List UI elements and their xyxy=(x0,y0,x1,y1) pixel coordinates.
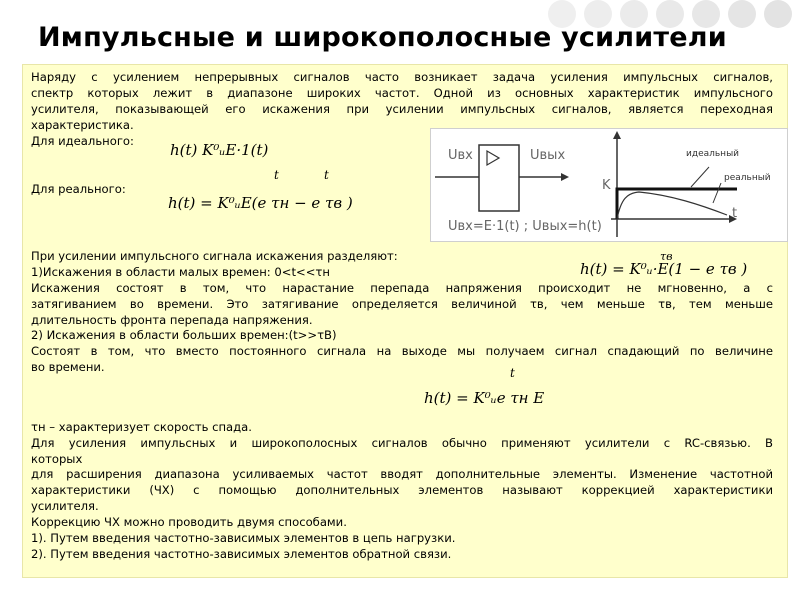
small-time-exp: τв xyxy=(660,250,673,263)
item1-title: 1)Искажения в области малых времен: 0<t<<τн xyxy=(31,265,330,279)
rc-line: которых xyxy=(31,452,83,466)
y-axis-arrow-icon xyxy=(613,131,621,139)
real-curve xyxy=(617,192,727,219)
item1-line: Искажения состоят в том, что нарастание перепада напряжения происходит не мгновенно, а с xyxy=(31,281,773,295)
real-formula: h(t) = K⁰ᵤE(e τн − e τв ) xyxy=(168,194,353,212)
real-pointer xyxy=(713,183,721,203)
real-label: Для реального: xyxy=(31,182,126,196)
item1-line: длительность фронта перепада напряжения. xyxy=(31,313,313,327)
item2-title: 2) Искажения в области больших времен:(t>>τB) xyxy=(31,328,337,342)
large-time-formula: h(t) = K⁰ᵤe τн E xyxy=(424,389,545,407)
rc-line: Для усиления импульсных и широкополосных сигналов обычно применяют усилители с RC-связью. В xyxy=(31,436,773,450)
rc-line: для расширения диапазона усиливаемых частот вводят дополнительные элементы. Изменение частотной xyxy=(31,467,773,481)
u-out-label: Uвых xyxy=(530,148,566,163)
intro-line: спектр которых лежит в диапазоне широких частот. Одной из основных характеристик импульсного xyxy=(31,86,773,100)
t-label: t xyxy=(732,206,738,221)
ideal-curve xyxy=(617,189,737,219)
rc-line: 2). Путем введения частотно-зависимых элементов обратной связи. xyxy=(31,547,452,561)
tn-line: τн – характеризует скорость спада. xyxy=(31,420,252,434)
slide-title: Импульсные и широкополосные усилители xyxy=(38,22,727,53)
large-time-exp: t xyxy=(510,366,515,380)
dot-decoration xyxy=(728,0,756,28)
rc-line: Коррекцию ЧХ можно проводить двумя способами. xyxy=(31,515,347,529)
intro-line: Наряду с усилением непрерывных сигналов часто возникает задача усиления импульсных сигналов, xyxy=(31,70,773,84)
k-label: K xyxy=(602,178,611,193)
rc-line: усилителя. xyxy=(31,499,99,513)
distortions-intro: При усилении импульсного сигнала искажения разделяют: xyxy=(31,249,398,263)
rc-line: характеристики (ЧХ) с помощью дополнительных элементов называют коррекцией характеристики xyxy=(31,483,773,497)
real-formula-exp2: t xyxy=(324,168,329,182)
real-formula-exp1: t xyxy=(274,168,279,182)
u-in-label: Uвх xyxy=(448,148,473,163)
output-arrow-icon xyxy=(561,173,569,181)
ideal-formula: h(t) K⁰ᵤE·1(t) xyxy=(170,141,269,159)
ideal-label: Для идеального: xyxy=(31,134,134,148)
item2-line: Состоят в том, что вместо постоянного сигнала на выходе мы получаем сигнал спадающий по величине xyxy=(31,344,773,358)
intro-line: усилителя, показывающей его искажения при усилении импульсных сигналов, является переходная xyxy=(31,102,773,116)
rc-line: 1). Путем введения частотно-зависимых элементов в цепь нагрузки. xyxy=(31,531,456,545)
item1-line: затягиванием во времени. Это затягивание определяется величиной τв, чем меньше τв, тем меньше xyxy=(31,297,773,311)
diagram-caption: Uвх=E·1(t) ; Uвых=h(t) xyxy=(448,219,602,234)
real-curve-label: реальный xyxy=(724,173,771,183)
item2-line: во времени. xyxy=(31,360,105,374)
intro-line: характеристика. xyxy=(31,118,134,132)
dot-decoration xyxy=(764,0,792,28)
ideal-curve-label: идеальный xyxy=(686,149,740,159)
amplifier-block xyxy=(479,145,519,211)
ideal-pointer xyxy=(691,167,709,187)
small-time-formula: h(t) = K⁰ᵤ·E(1 − e τв ) xyxy=(580,260,748,278)
